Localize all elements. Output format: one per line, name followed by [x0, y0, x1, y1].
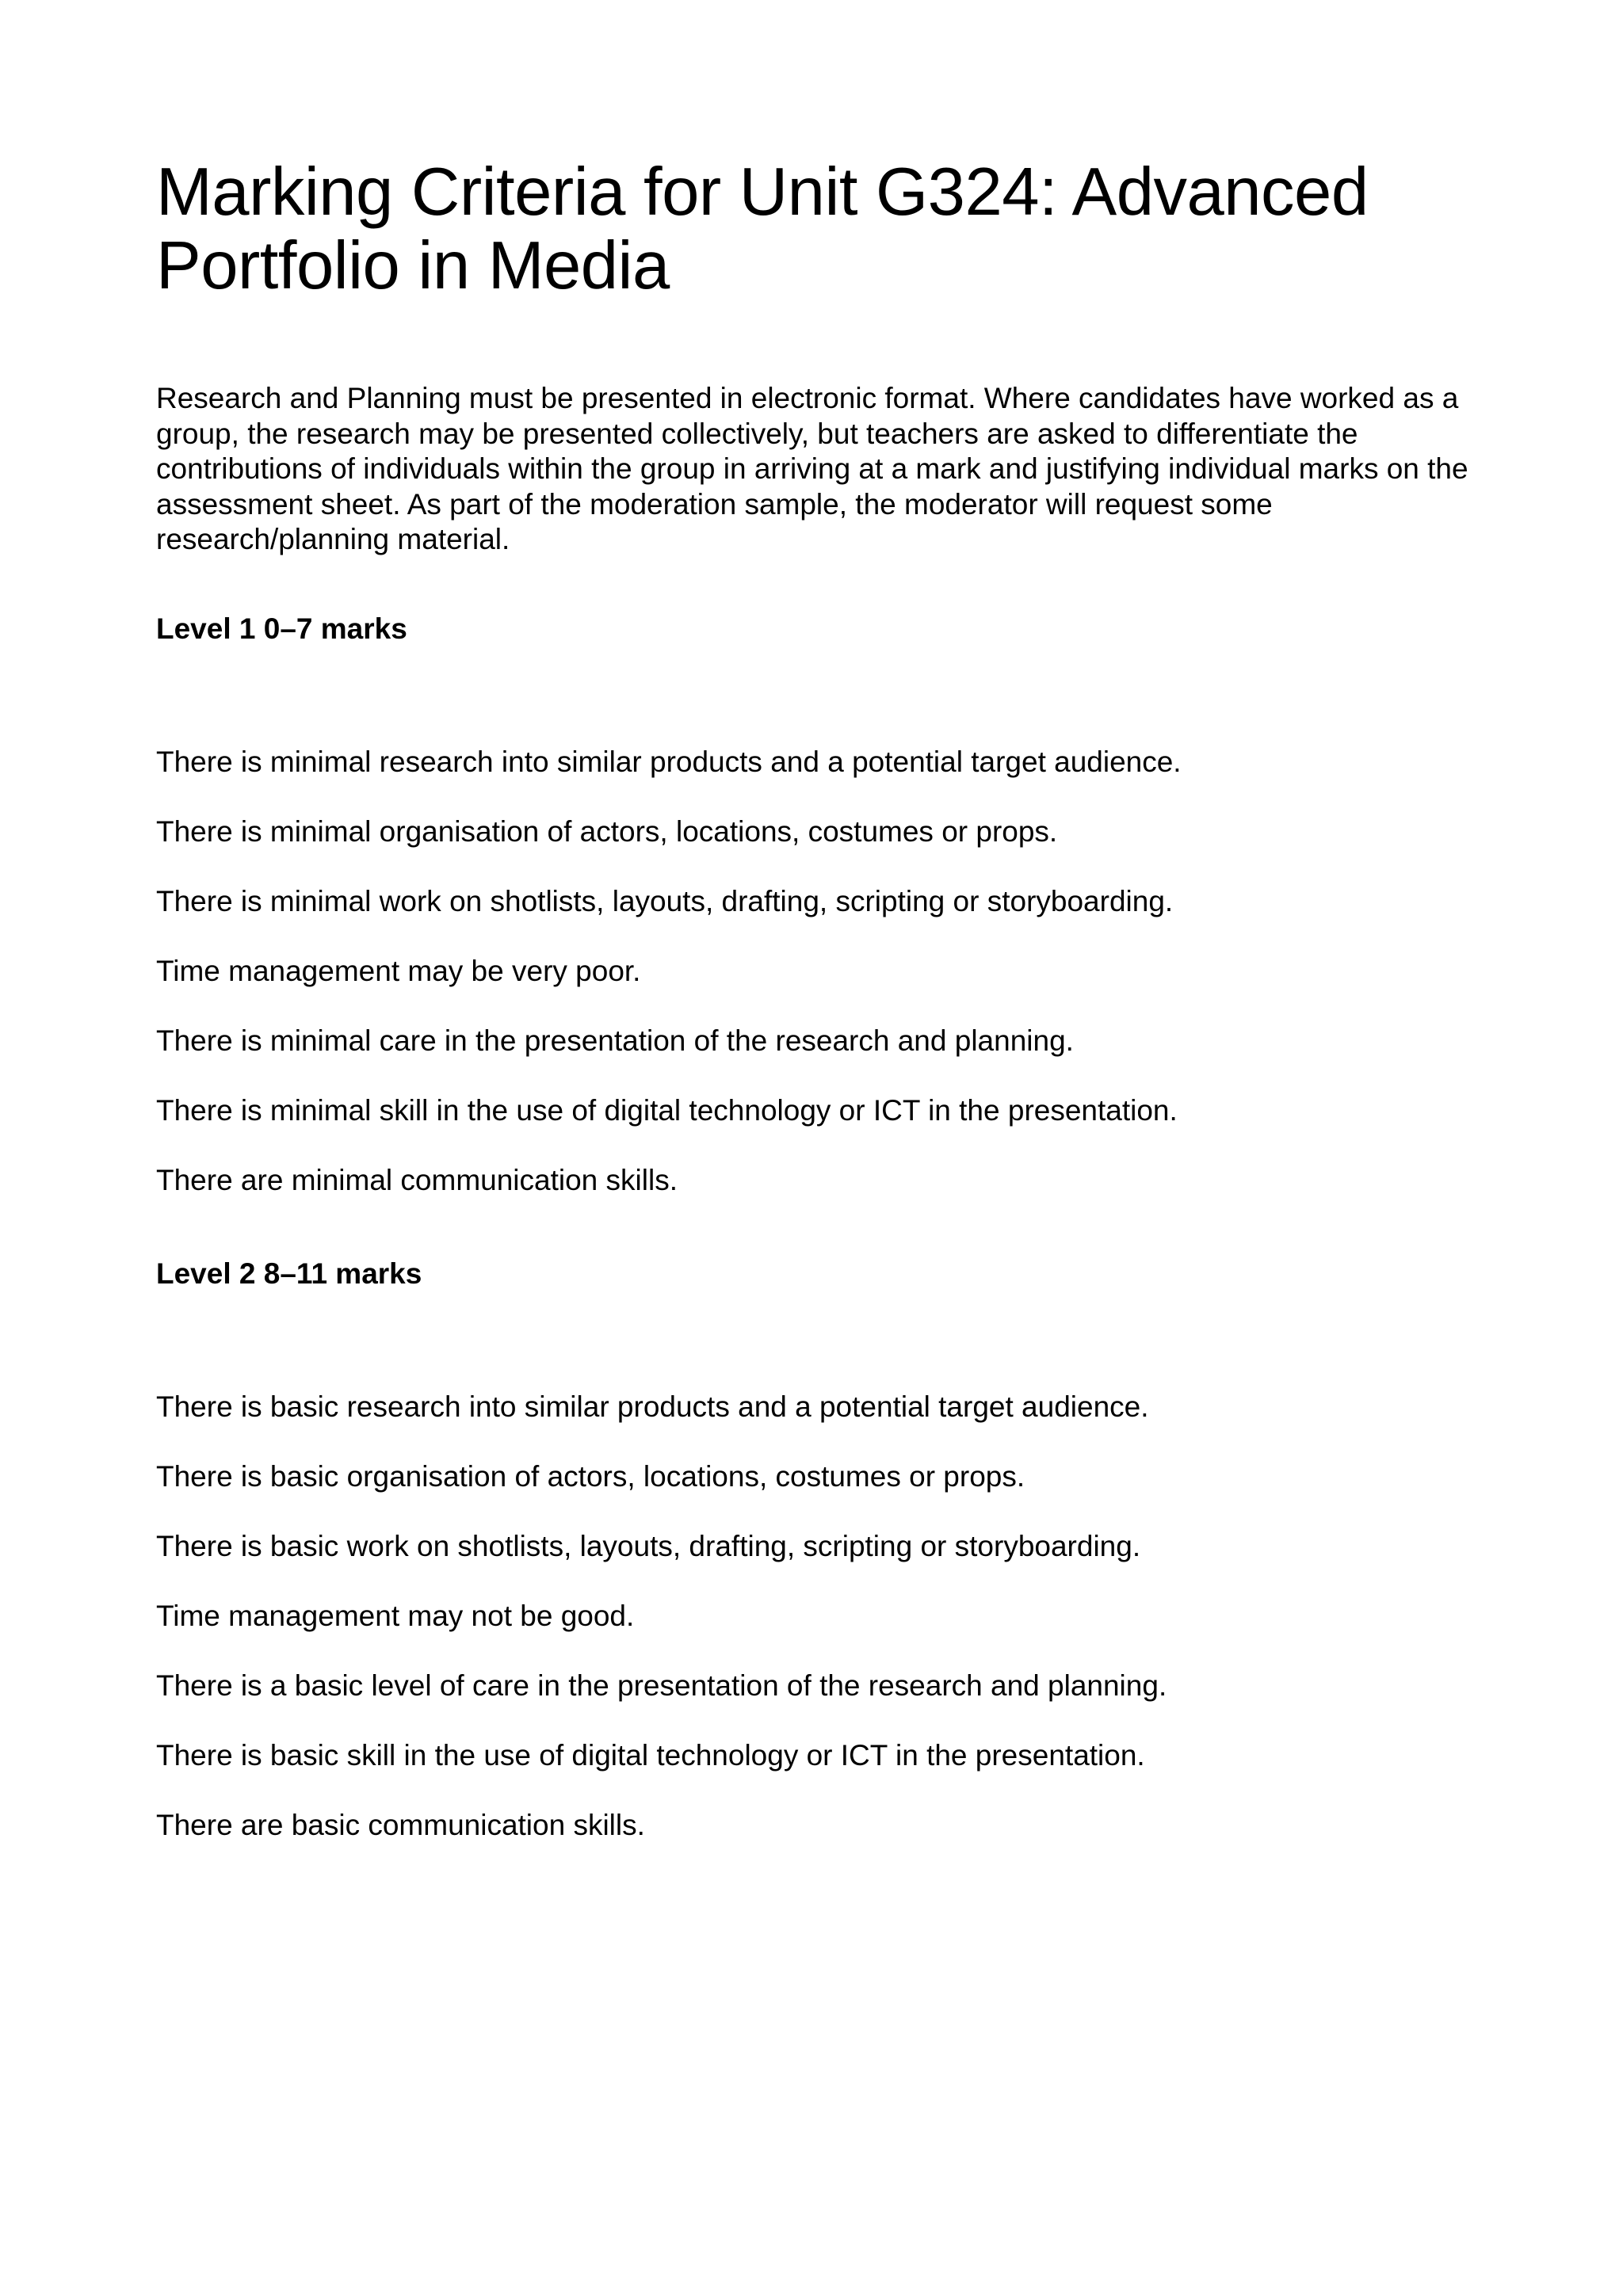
level-1-heading: Level 1 0–7 marks: [156, 612, 407, 645]
criterion-item: There is minimal care in the presentation of the research and planning.: [156, 1024, 1074, 1057]
criterion-item: There are basic communication skills.: [156, 1809, 645, 1841]
criterion-item: There is basic organisation of actors, locations, costumes or props.: [156, 1460, 1025, 1493]
criterion-item: Time management may be very poor.: [156, 955, 641, 987]
document-title: Marking Criteria for Unit G324: Advanced Portfolio in Media: [156, 154, 1369, 303]
criterion-item: There is basic skill in the use of digital technology or ICT in the presentation.: [156, 1739, 1145, 1772]
level-2-heading: Level 2 8–11 marks: [156, 1257, 422, 1290]
level-1-criteria-list: [156, 745, 1182, 1233]
intro-paragraph: Research and Planning must be presented in electronic format. Where candidates have worked as a group, the research may be presented collectively, but teachers are asked to differentiate the contributions of individuals within the group in arriving at a mark and justifying individual marks on the assessment sheet. As part of the moderation sample, the moderator will request some research/planning material.: [156, 382, 1468, 555]
level-2-criteria-list: [156, 1390, 1167, 1878]
document-page: [156, 0, 1487, 2296]
criterion-item: There is basic work on shotlists, layouts, drafting, scripting or storyboarding.: [156, 1530, 1141, 1562]
criterion-item: There is a basic level of care in the presentation of the research and planning.: [156, 1669, 1167, 1702]
criterion-item: There is minimal work on shotlists, layouts, drafting, scripting or storyboarding.: [156, 885, 1174, 917]
criterion-item: There are minimal communication skills.: [156, 1164, 678, 1196]
criterion-item: There is minimal research into similar products and a potential target audience.: [156, 746, 1182, 778]
criterion-item: Time management may not be good.: [156, 1600, 635, 1632]
criterion-item: There is basic research into similar products and a potential target audience.: [156, 1390, 1149, 1423]
criterion-item: There is minimal organisation of actors, locations, costumes or props.: [156, 815, 1058, 848]
criterion-item: There is minimal skill in the use of digital technology or ICT in the presentation.: [156, 1094, 1178, 1127]
